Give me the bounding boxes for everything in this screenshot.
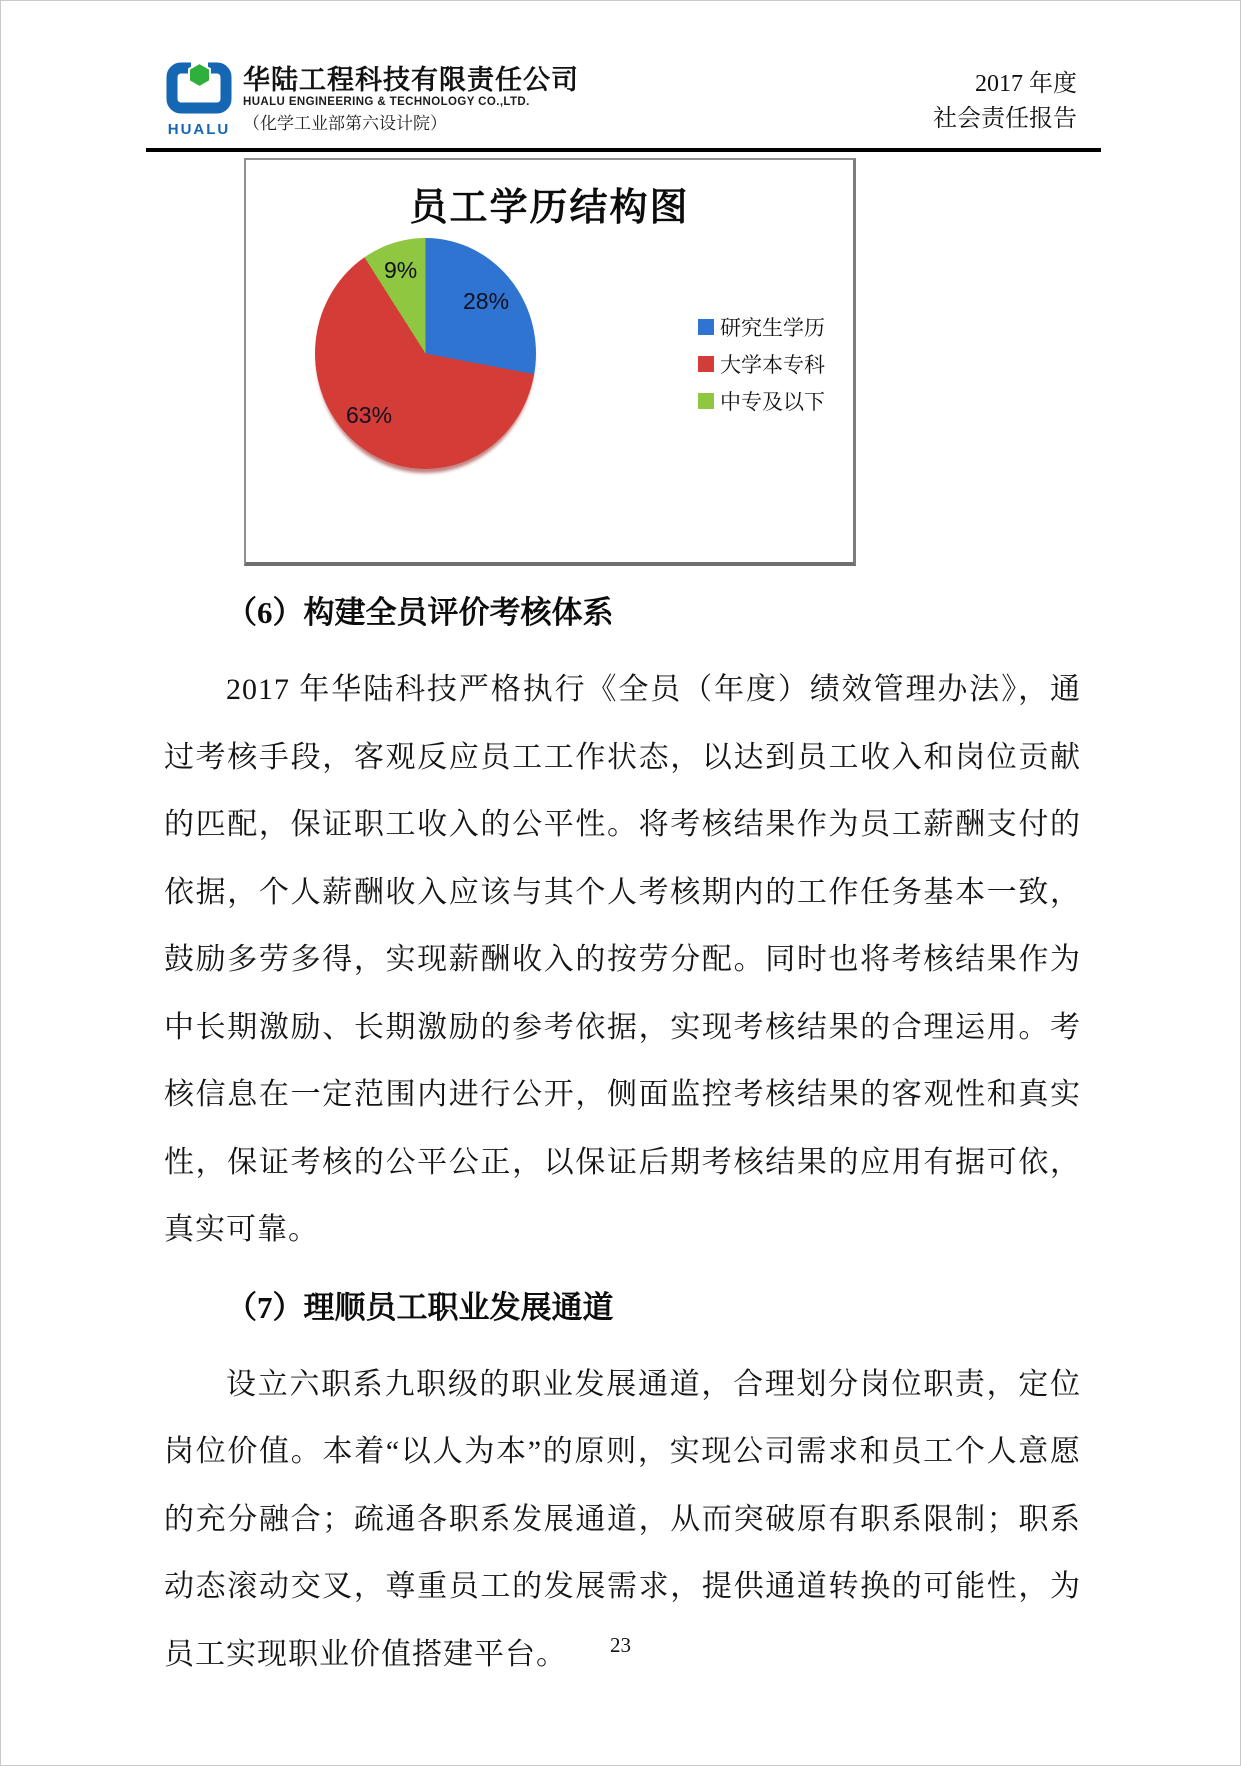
page-number: 23	[610, 1633, 631, 1657]
chart-legend	[698, 308, 825, 419]
hexagon-icon	[189, 63, 210, 87]
logo-wordmark: HUALU	[167, 121, 231, 138]
report-year: 2017 年度	[975, 71, 1077, 97]
company-logo	[164, 61, 234, 138]
pie-label-postgraduate: 28%	[463, 288, 510, 314]
company-name-block	[243, 65, 579, 136]
legend-item	[698, 382, 825, 419]
report-header-right	[933, 67, 1077, 137]
company-name-en: HUALU ENGINEERING & TECHNOLOGY CO.,LTD.	[243, 96, 530, 108]
pie-label-secondary: 9%	[384, 257, 418, 283]
chart-title: 员工学历结构图	[409, 187, 690, 229]
report-title: 社会责任报告	[933, 106, 1077, 132]
legend-swatch	[698, 356, 714, 372]
company-subtitle: （化学工业部第六设计院）	[243, 114, 447, 133]
pie	[315, 238, 536, 469]
education-structure-chart	[244, 158, 856, 566]
pie-label-college: 63%	[346, 402, 393, 428]
legend-swatch	[698, 393, 714, 409]
page-content	[164, 579, 1081, 1688]
legend-swatch	[698, 319, 714, 335]
hualu-logo-icon	[165, 61, 233, 115]
legend-item	[698, 345, 825, 382]
legend-label: 中专及以下	[720, 389, 825, 414]
section-paragraph-6: 2017 年华陆科技严格执行《全员（年度）绩效管理办法》，通过考核手段，客观反应员工工作状态，以达到员工收入和岗位贡献的匹配，保证职工收入的公平性。将考核结果作为员工薪酬支付的依据，个人薪酬收入应该与其个人考核期内的工作任务基本一致，鼓励多劳多得，实现薪酬收入的按劳分配。同时也将考核结果作为中长期激励、长期激励的参考依据，实现考核结果的合理运用。考核信息在一定范围内进行公开，侧面监控考核结果的客观性和真实性，保证考核的公平公正，以保证后期考核结果的应用有据可依，真实可靠。	[164, 673, 1081, 1246]
section-paragraph-7: 设立六职系九职级的职业发展通道，合理划分岗位职责，定位岗位价值。本着“以人为本”的原则，实现公司需求和员工个人意愿的充分融合；疏通各职系发展通道，从而突破原有职系限制；职系动态滚动交叉，尊重员工的发展需求，提供通道转换的可能性，为员工实现职业价值搭建平台。	[164, 1367, 1081, 1671]
section-heading-7: （7）理顺员工职业发展通道	[226, 1289, 614, 1325]
legend-label: 研究生学历	[720, 315, 825, 340]
legend-item	[698, 308, 825, 345]
header-divider	[146, 148, 1101, 152]
legend-label: 大学本专科	[720, 352, 825, 377]
section-heading-6: （6）构建全员评价考核体系	[226, 595, 614, 630]
company-name-cn: 华陆工程科技有限责任公司	[243, 65, 579, 95]
